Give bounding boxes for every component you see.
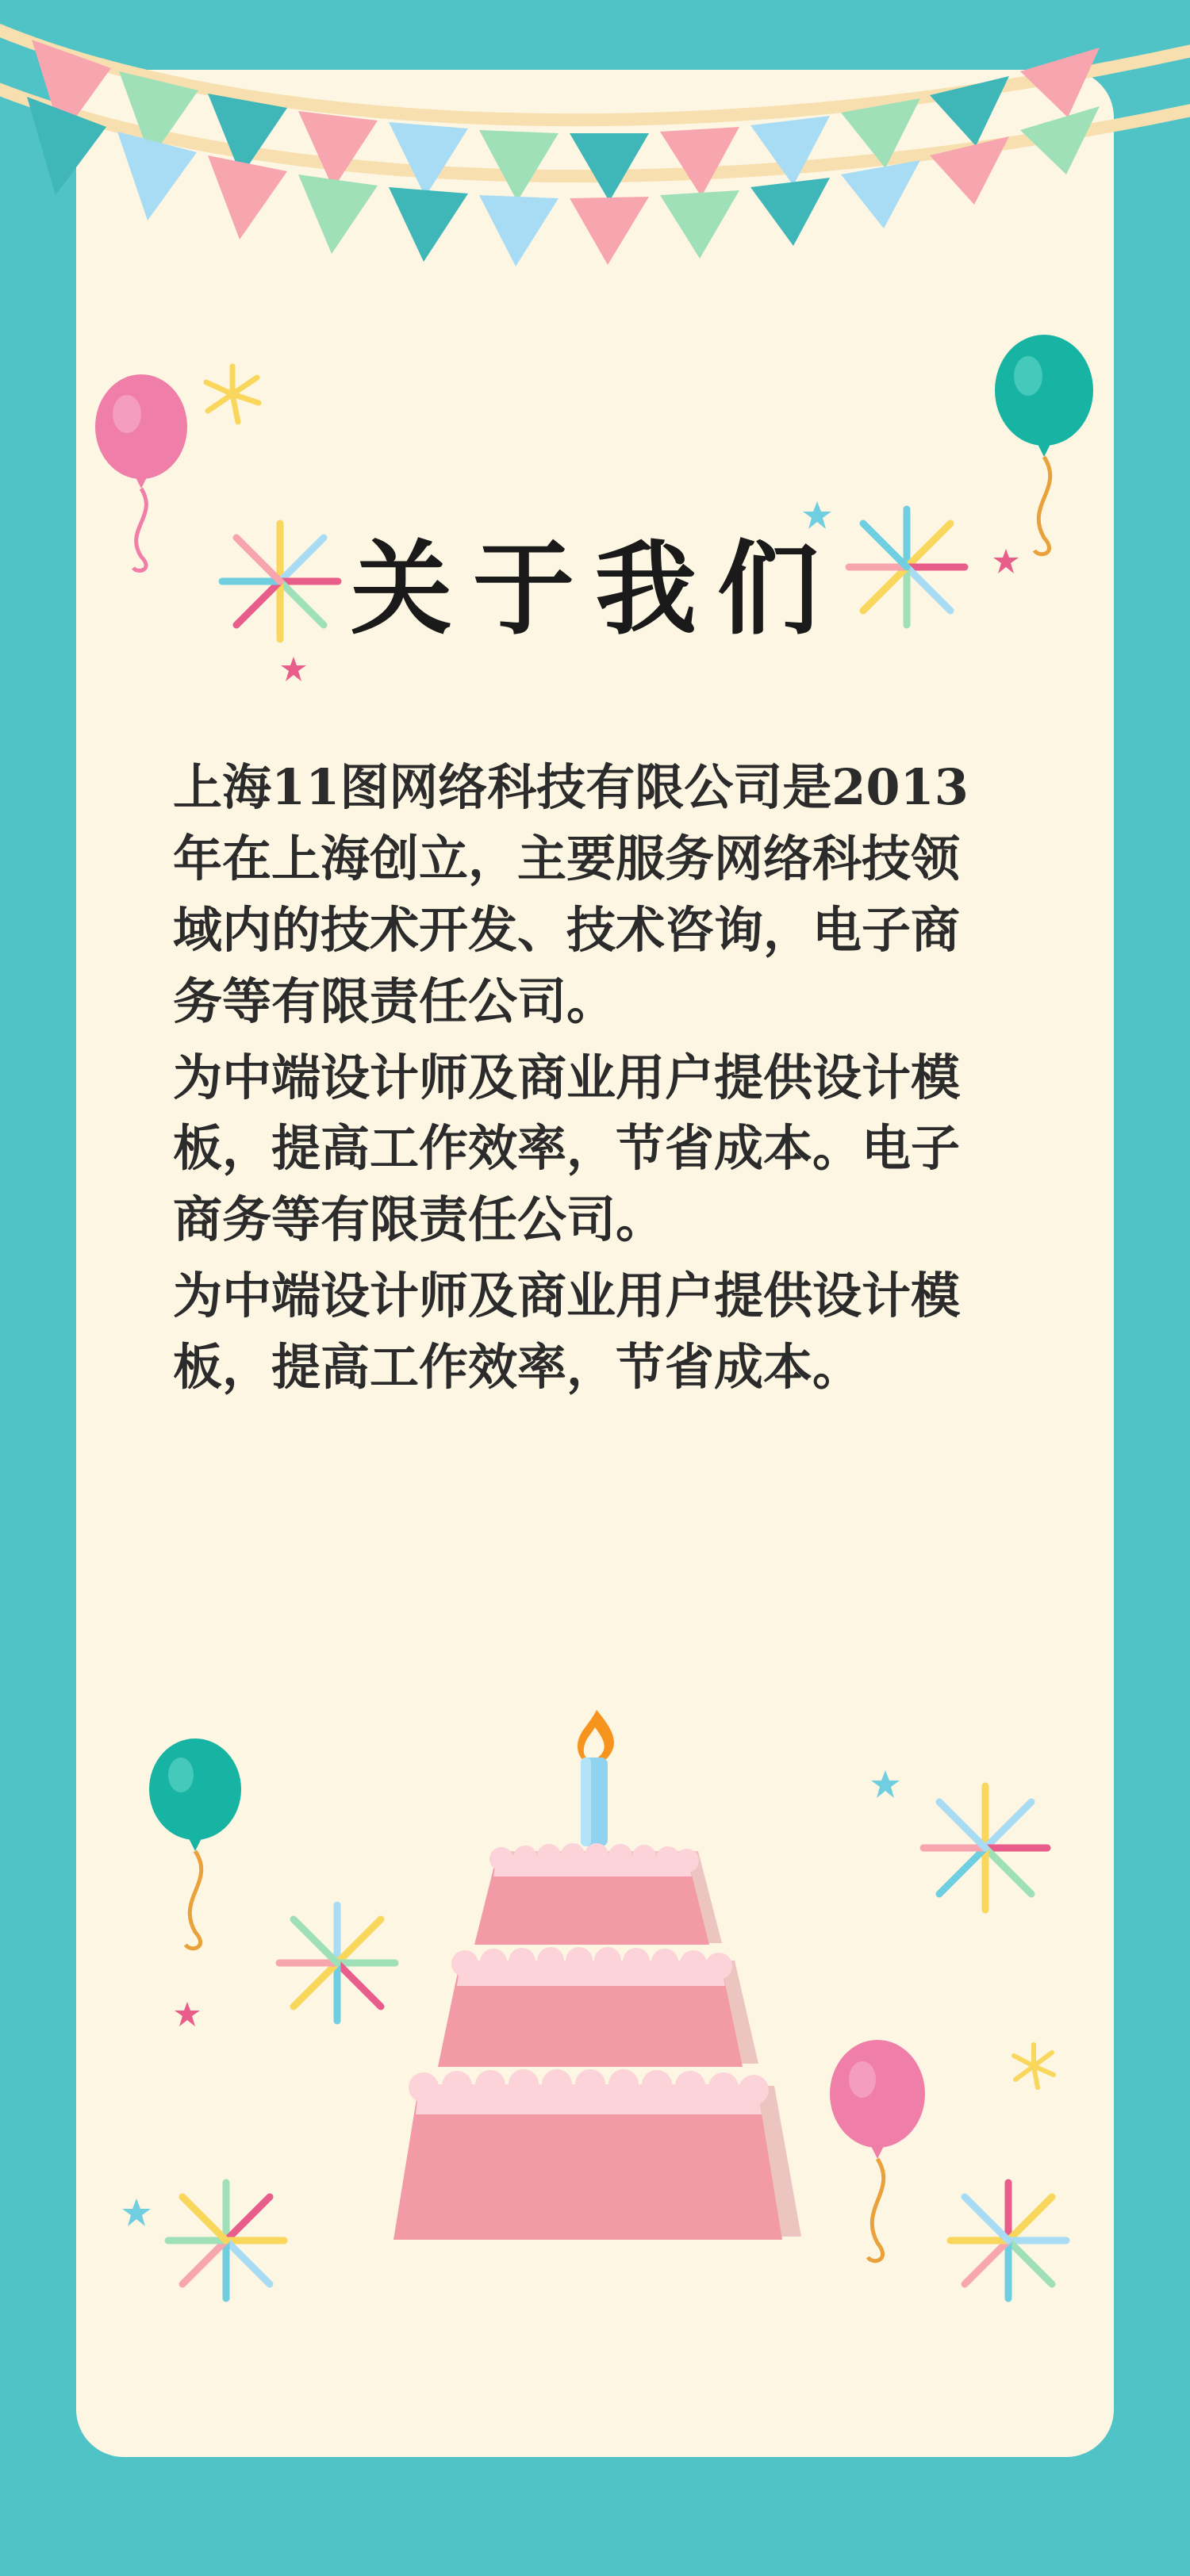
paragraph-1: 上海11图网络科技有限公司是2013年在上海创立，主要服务网络科技领域内的技术开发、技术咨询，电子商务等有限责任公司。 (173, 758, 969, 1030)
page-title: 关于我们 (350, 530, 839, 649)
candle-flame (578, 1710, 614, 1764)
paragraph-3: 为中端设计师及商业用户提供设计模板，提高工作效率，节省成本。 (173, 1267, 961, 1397)
paragraph-2: 为中端设计师及商业用户提供设计模板，提高工作效率，节省成本。电子商务等有限责任公司。 (173, 1048, 961, 1249)
birthday-cake (301, 1681, 904, 2395)
about-us-body (173, 752, 990, 1408)
